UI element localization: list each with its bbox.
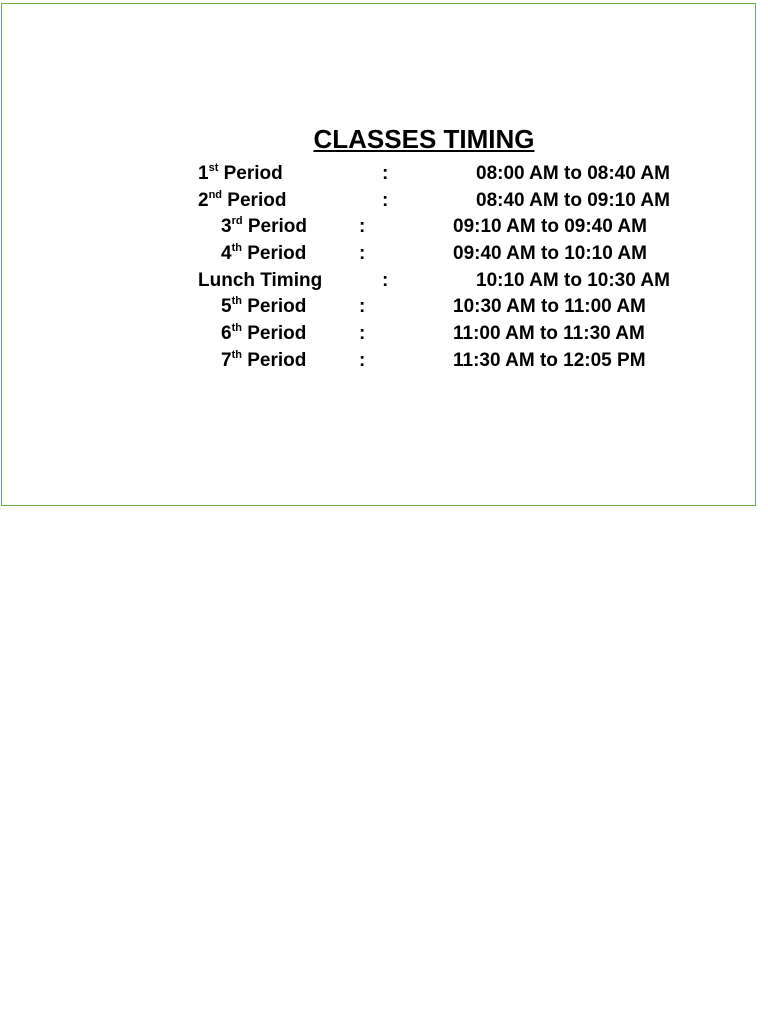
time-range: 11:00 AM to 11:30 AM — [453, 323, 645, 344]
time-range: 10:10 AM to 10:30 AM — [476, 270, 670, 291]
separator: : — [359, 350, 366, 371]
period-label: 1st Period — [198, 162, 283, 184]
list-item — [0, 267, 768, 294]
list-item — [0, 213, 768, 240]
list-item — [0, 240, 768, 267]
lunch-label: Lunch Timing — [198, 270, 323, 291]
list-item — [0, 187, 768, 214]
separator: : — [359, 296, 366, 317]
period-label: 4th Period — [221, 242, 307, 264]
page-title: CLASSES TIMING — [313, 124, 535, 154]
time-range: 09:40 AM to 10:10 AM — [453, 243, 647, 264]
list-item — [0, 293, 768, 320]
period-label: 5th Period — [221, 295, 307, 317]
time-range: 10:30 AM to 11:00 AM — [453, 296, 646, 317]
separator: : — [359, 323, 366, 344]
list-item — [0, 160, 768, 187]
separator: : — [382, 270, 389, 291]
time-range: 09:10 AM to 09:40 AM — [453, 216, 647, 237]
period-label: 7th Period — [221, 349, 307, 371]
separator: : — [359, 243, 366, 264]
list-item — [0, 320, 768, 347]
time-range: 08:00 AM to 08:40 AM — [476, 163, 670, 184]
period-label: 2nd Period — [198, 189, 287, 211]
period-label: 3rd Period — [221, 215, 307, 237]
time-range: 08:40 AM to 09:10 AM — [476, 190, 670, 211]
separator: : — [382, 190, 389, 211]
period-label: 6th Period — [221, 322, 307, 344]
time-range: 11:30 AM to 12:05 PM — [453, 350, 646, 371]
separator: : — [359, 216, 366, 237]
list-item — [0, 347, 768, 374]
separator: : — [382, 163, 389, 184]
